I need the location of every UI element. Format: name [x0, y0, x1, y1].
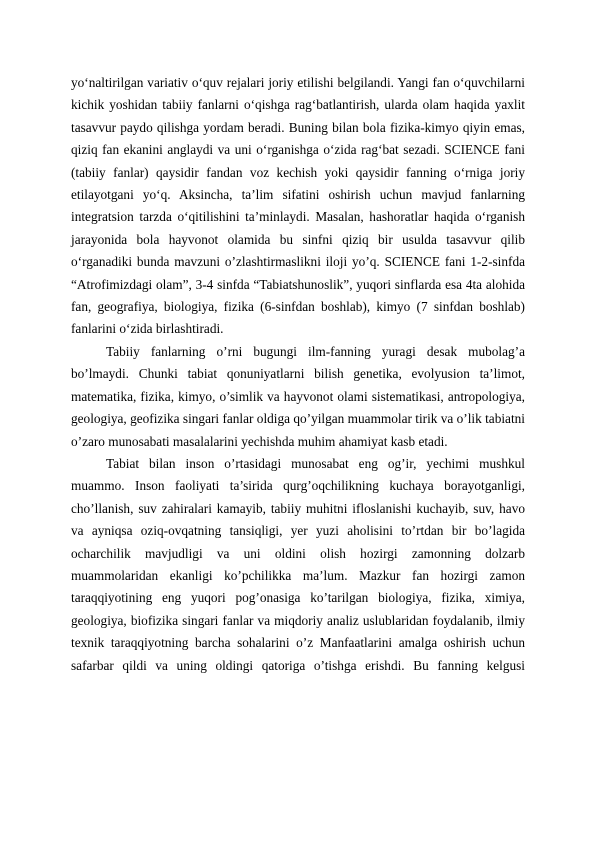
paragraph: Tabiiy fanlarning o’rni bugungi ilm-fanning yuragi desak mubolag’a bo’lmaydi. Chunki tabiat qonuniyatlarni bilish genetika, evolyusion ta’limot, matematika, fizika, kimyo, o’simlik va hayvonot olami sistematikasi, antropologiya, geologiya, geofizika singari fanlar oldiga qo’yilgan muammolar tirik va o’lik tabiatni o’zaro munosabati masalalarini yechishda muhim ahamiyat kasb etadi.	[71, 343, 525, 449]
paragraph: Tabiat bilan inson o’rtasidagi munosabat eng og’ir, yechimi mushkul muammo. Inson faoliyati ta’sirida qurg’oqchilikning kuchaya borayotganligi, cho’llanish, suv zahiralari kamayib, tabiiy muhitni ifloslanishi kuchayib, suv, havo va ayniqsa oziq-ovqatning tansiqligi, yer yuzi aholisini to’rtdan bir bo’lagida ocharchilik mavjudligi va uni oldini olish hozirgi zamonning dolzarb muammolaridan ekanligi ko’pchilikka ma’lum. Mazkur fan hozirgi zamon taraqqiyotining eng yuqori pog’onasiga ko’tarilgan biologiya, fizika, ximiya, geologiya, biofizika singari fanlar va miqdoriy analiz uslublaridan foydalanib, ilmiy texnik taraqqiyotning barcha sohalarini o’z Manfaatlarini amalga oshirish uchun safarbar qildi va uning oldingi qatoriga o’tishga erishdi. Bu fanning kelgusi	[71, 455, 525, 673]
paragraph: yo‘naltirilgan variativ o‘quv rejalari joriy etilishi belgilandi. Yangi fan o‘quvchilarni kichik yoshidan tabiiy fanlarni o‘qishga rag‘batlantirish, ularda olam haqida yaxlit tasavvur paydo qilishga yordam beradi. Buning bilan bola fizika-kimyo qiyin emas, qiziq fan ekanini anglaydi va uni o‘rganishga o‘zida rag‘bat sezadi. SCIENCE fani (tabiiy fanlar) qaysidir fandan voz kechish yoki qaysidir fanning o‘rniga joriy etilayotgani yo‘q. Aksincha, ta’lim sifatini oshirish uchun mavjud fanlarning integratsion tarzda o‘qitilishini ta’minlaydi. Masalan, hashoratlar haqida o‘rganish jarayonida bola hayvonot olamida bu sinfni qiziq bir usulda tasavvur qilib o‘rganadiki bunda mavzuni o’zlashtirmaslikni iloji yo’q. SCIENCE fani 1-2-sinfda “Atrofimizdagi olam”, 3-4 sinfda “Tabiatshunoslik”, yuqori sinflarda esa 4ta alohida fan, geografiya, biologiya, fizika (6-sinfdan boshlab), kimyo (7 sinfdan boshlab) fanlarini o‘zida birlashtiradi.	[71, 75, 525, 337]
body-text	[71, 72, 525, 677]
